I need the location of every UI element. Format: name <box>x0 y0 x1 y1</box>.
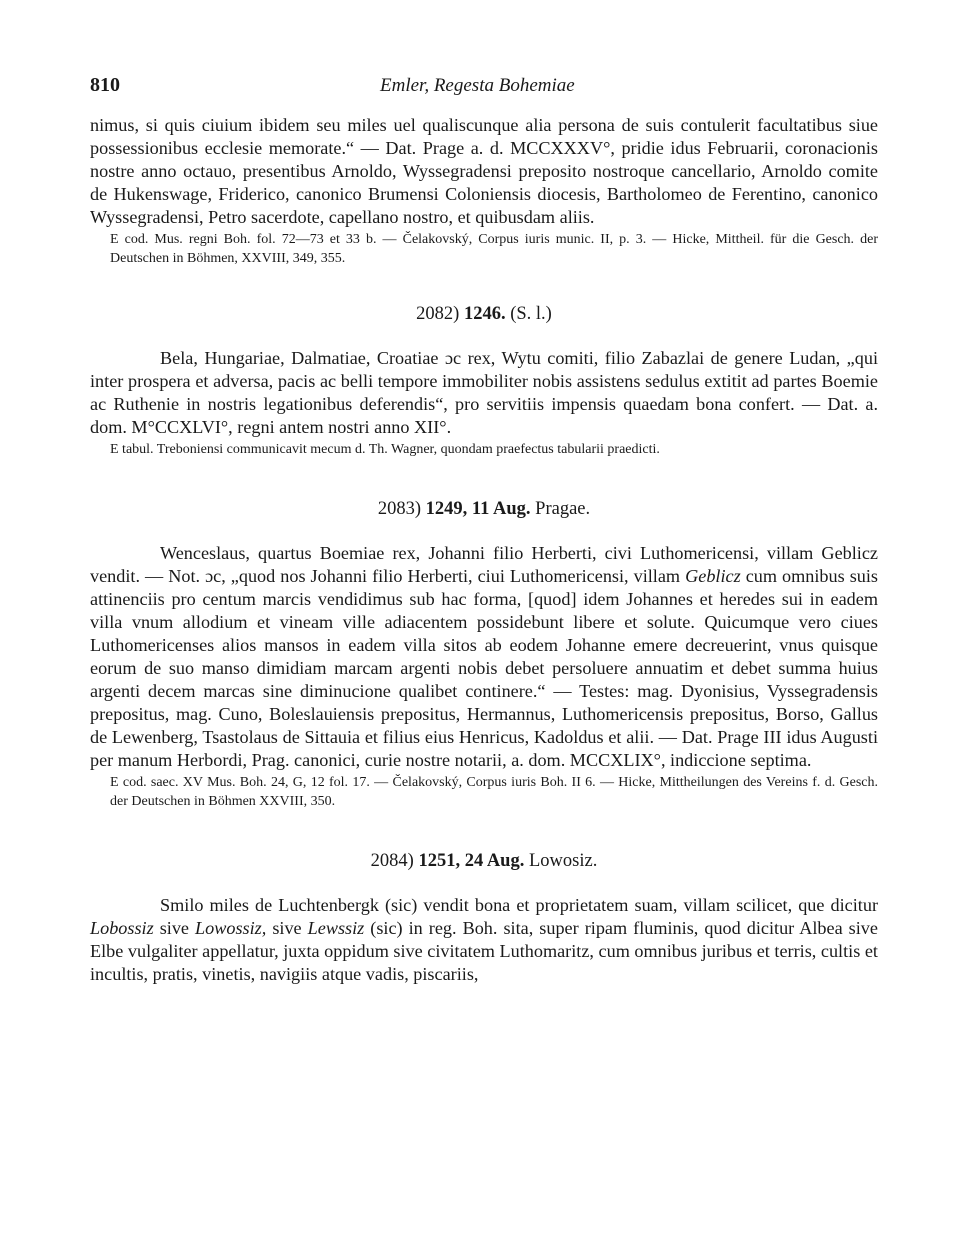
entry-number: 2084) <box>370 851 414 871</box>
entry-text-italic: Lewssiz <box>307 918 365 938</box>
entry-text-italic: Lowossiz, <box>195 918 267 938</box>
page-number: 810 <box>90 74 120 96</box>
entry-text-italic: Lobossiz <box>90 918 154 938</box>
entry-heading-2083 <box>90 499 878 520</box>
entry-number: 2082) <box>416 304 460 324</box>
entry-place: (S. l.) <box>510 304 552 324</box>
running-head <box>90 70 878 100</box>
entry-place: Pragae. <box>535 499 591 519</box>
entry-text-part: sive <box>266 918 308 938</box>
continuation-text: nimus, si quis ciuium ibidem seu miles uel qualiscunque alia persona de suis contulerit facultatibus siue possessionibus ecclesie memorate.“ — Dat. Prage a. d. MCCXXXV°, pridie idus Februarii, coronacionis nostre anno octauo, presentibus Arnoldo, Wyssegradensi preposito nostroque cancellario, Arnoldo comite de Hukenswage, Friderico, canonico Brumensi Coloniensis diocesis, Bartholomeo de Ferentino, canonico Wyssegradensi, Petro sacerdote, capellano nostro, et quibusdam aliis. <box>90 115 878 227</box>
entry-text-part: Wenceslaus, quartus Boemiae rex, Johanni filio Herberti, civi Luthomericensi, villam Geblicz vendit. — Not. ɔc, „quod nos Johanni filio Herberti, ciui Luthomericensi, villam <box>90 543 878 586</box>
entry-date: 1251, 24 Aug. <box>418 851 525 871</box>
entry-heading-2082 <box>90 304 878 325</box>
entry-text-part: sive <box>153 918 196 938</box>
entry-text-italic: Geblicz <box>685 566 741 586</box>
entry-text-part: cum omnibus suis attinenciis pro centum marcis vendidimus sub hac forma, [quod] idem Johannes et heredes sui in eadem villa vnum allodium et vineam ville adiacentem possidebunt libere et solute. Quicumque vero ciues Luthomericenses alios mansos in eadem villa sitos ab eodem Johanne emere decreuerint, vnus quisque eorum de suo manso dimidiam marcam argenti nobis debet persoluere annuatim et debet summa huius argenti decem marcas sine diminucione qualibet continere.“ — Testes: mag. Dyonisius, Vyssegradensis prepositus, mag. Cuno, Boleslauiensis prepositus, Hermannus, Luthomericensis prepositus, Borso, Gallus de Lewenberg, Tsastolaus de Sittauia et filius eius Henricus, Kadoldus et alii. — Dat. Prage III idus Augusti per manum Herbordi, Prag. canonici, curie nostre notarii, a. dom. MCCXLIX°, indiccione septima. <box>90 566 878 770</box>
continuation-source: E cod. Mus. regni Boh. fol. 72—73 et 33 b. — Čelakovský, Corpus iuris munic. II, p. 3. — Hicke, Mittheil. für die Gesch. der Deutschen in Böhmen, XXVIII, 349, 355. <box>110 232 878 266</box>
running-title: Emler, Regesta Bohemiae <box>380 75 575 96</box>
entry-date: 1249, 11 Aug. <box>425 499 531 519</box>
entry-text-2084 <box>90 894 878 986</box>
entry-date: 1246. <box>463 304 506 324</box>
entry-source-2083: E cod. saec. XV Mus. Boh. 24, G, 12 fol. 17. — Čelakovský, Corpus iuris Boh. II 6. — Hicke, Mittheilungen des Vereins f. d. Gesch. der Deutschen in Böhmen XXVIII, 350. <box>110 775 878 809</box>
entry-number: 2083) <box>377 499 422 519</box>
entry-text-2082: Bela, Hungariae, Dalmatiae, Croatiae ɔc rex, Wytu comiti, filio Zabazlai de genere Ludan, „qui inter prospera et adversa, pacis ac belli tempore immobiliter nobis assistens sedulus extitit ad partes Boemie ac Ruthenie in nostris legationibus deferendis“, pro servitiis impensis quaedam bona confert. — Dat. a. dom. M°CCXLVI°, regni antem nostri anno XII°. <box>90 348 878 437</box>
entry-text-2083 <box>90 542 878 772</box>
entry-text-part: Smilo miles de Luchtenbergk (sic) vendit bona et proprietatem suam, villam scilicet, que dicitur <box>160 895 878 915</box>
entry-heading-2084 <box>90 851 878 872</box>
entry-place: Lowosiz. <box>528 851 598 871</box>
entry-text-part: (sic) in reg. Boh. sita, super ripam fluminis, quod dicitur Albea sive Elbe vulgaliter appellatur, juxta oppidum sive civitatem Luthomaritz, cum omnibus juribus et terris, cultis et incultis, pratis, vinetis, navigiis atque vadis, piscariis, <box>90 918 878 984</box>
document-page <box>90 70 878 986</box>
entry-source-2082: E tabul. Treboniensi communicavit mecum d. Th. Wagner, quondam praefectus tabularii praedicti. <box>110 442 660 457</box>
